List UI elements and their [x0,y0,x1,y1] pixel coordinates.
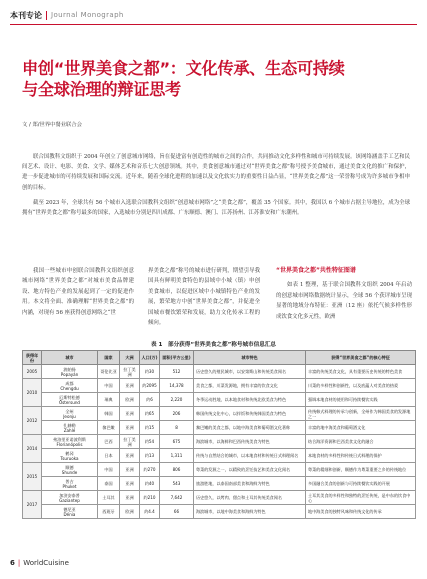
cell-continent: 欧洲 [120,393,140,407]
city-name: 鹤冈 [65,450,74,456]
cell-country: 哥伦比亚 [98,365,120,379]
header-city-feature: 城市特色 [194,351,306,365]
cell-city-feature: 传统与自然结合的城市，以本地食材和传统日式料理闻名 [194,449,306,463]
table-row [23,421,416,435]
cell-continent: 亚洲 [120,407,140,421]
journal-name: WorldCuisine [23,559,69,567]
cell-city [42,421,98,435]
cell-continent: 拉丁美洲 [120,365,140,379]
cell-core-feature: 地中海美食的独特风味和传统文化的传承 [306,505,416,519]
city-name-en: Popayán [60,371,79,377]
section-label-en: Journal Monograph [51,11,124,19]
table-row [23,365,416,379]
cell-continent: 亚洲 [120,491,140,505]
cell-city-feature: 冬季运动胜地，以本地食材和传统北欧美食为特色 [194,393,306,407]
article-title [22,58,417,100]
cell-city [42,491,98,505]
cities-table [22,350,416,519]
cell-city-feature: 黎巴嫩的美食之都，以地中海美食和葡萄酒文化著称 [194,421,306,435]
table-row [23,477,416,491]
cell-area: 8 [160,421,194,435]
body-paragraph: 我国一些城市申创联合国教科文组织创意城市网络“世界美食之都”对城市美食品牌建设、地方特色产业的发展起到了一定的促进作用。本文将全面、准确理解“世界美食之都”的内涵，对现有 56 座获得创意网络之“世 [22,268,134,316]
table-header-row [23,351,416,365]
city-name: 成都 [65,380,74,386]
cell-continent: 欧洲 [120,505,140,519]
cell-city [42,505,98,519]
cell-core-feature: 传统韩式料理的传承与创新，全州作为韩国美食的发源地之一 [306,407,416,421]
cell-city-feature: 历史悠久，以烤肉、甜点和土耳其传统美食闻名 [194,491,306,505]
cell-country: 西班牙 [98,505,120,519]
body-column-1 [22,266,134,318]
cell-population: 约54 [140,435,160,449]
cell-city-feature: 旅游胜地，以泰国南部美食和海鲜为特色 [194,477,306,491]
cell-population: 约65 [140,407,160,421]
header-divider [46,11,47,20]
cell-continent: 亚洲 [120,463,140,477]
page-footer [10,559,69,567]
body-paragraph: 如表 1 整理，基于联合国教科文组织 2004 年启动的创意城市网络数据统计显示，全球 56 个获评城市呈现显著的地域分布特征：亚洲（12 座）依托气候多样性形成饮食文化多元性，欧洲 [276,282,412,320]
cell-population: 约13 [140,449,160,463]
header-population: 人口(万) [140,351,160,365]
header-area: 面积(平方公里) [160,351,194,365]
city-name-en: Dénia [63,511,76,517]
table-row [23,491,416,505]
header-rule [10,24,417,25]
cell-area: 806 [160,463,194,477]
city-name-en: Gaziantep [59,497,80,503]
cell-population: 约4.4 [140,505,160,519]
page-header [10,8,124,22]
cell-city [42,463,98,477]
cell-country: 黎巴嫩 [98,421,120,435]
cell-core-feature: 本地食材的多样性和传统日式料理的保护 [306,449,416,463]
cell-country: 中国 [98,463,120,477]
cell-year: 2015 [23,463,42,491]
cell-city-feature: 海滨城市，以海鲜和巴西传统美食为特色 [194,435,306,449]
cell-year: 2017 [23,491,42,519]
cell-core-feature: 丰富的地中海美食和葡萄酒文化 [306,421,416,435]
cell-country: 日本 [98,449,120,463]
cell-year: 2005 [23,365,42,379]
cell-continent: 亚洲 [120,477,140,491]
cell-population: 约210 [140,491,160,505]
body-paragraph: 界美食之都”称号的城市进行研判，期望引导我国具有鲜明美食特色的县域中小城（镇）申创美食城市，以促进区域中小城镇特色产业的发展，繁荣地方中创“世界美食之都”，并促进全国城市餐饮繁荣和发展，助力文化传承工程的倾向。 [148,268,260,327]
footer-divider: | [17,559,21,567]
city-name: 德尼亚 [63,506,76,512]
cell-population: 约2095 [140,379,160,393]
cell-city-feature: 美食之都，川菜发源地，拥有丰富的饮食文化 [194,379,306,393]
table-caption: 表 1 部分获得“世界美食之都”称号城市信息汇总 [150,342,277,348]
city-name-en: Jeonju [63,413,76,419]
cell-country: 瑞典 [98,393,120,407]
cell-core-feature: 川菜的多样性和创新性，以及底蕴人对美食的热爱 [306,379,416,393]
cell-city [42,393,98,407]
header-continent: 大洲 [120,351,140,365]
city-name: 波帕扬 [63,366,76,372]
cell-city [42,365,98,379]
cell-area: 543 [160,477,194,491]
cell-core-feature: 多国融合美食的创新与可持续餐饮实践的开展 [306,477,416,491]
city-name-en: Chengdu [60,385,79,391]
cell-continent: 亚洲 [120,379,140,393]
cell-city-feature: 历史悠久的殖民城市，以安第斯山和传统美食闻名 [194,365,306,379]
header-country: 国家 [98,351,120,365]
header-year: 获得年份 [23,351,42,365]
cell-core-feature: 丰富的传统美食文化，具有重要历史传统的特色美食 [306,365,416,379]
cell-core-feature: 结合海洋资源和巴西美食文化的融合 [306,435,416,449]
cell-city [42,379,98,393]
city-name: 普吉 [65,478,74,484]
city-name: 顺德 [65,464,74,470]
cell-core-feature: 土耳其美食的多样性和独特的烹饪传统，是中东的饮食中心 [306,491,416,505]
cell-area: 512 [160,365,194,379]
cell-population: 约30 [140,365,160,379]
city-name: 扎赫勒 [63,422,76,428]
table-row [23,407,416,421]
table-row [23,463,416,477]
cell-country: 韩国 [98,407,120,421]
cell-city [42,407,98,421]
cell-continent: 拉丁美洲 [120,435,140,449]
lede-paragraph-1: 联合国教科文组织于 2004 年创立了创意城市网络，旨在促进富有创造性的城市之间的合作，共同推动文化多样性和城市可持续发展。该网络涵盖手工艺和民间艺术、设计、电影、美食、文学、媒体艺术和音乐七大创意领域。其中，美食创意城市通过对“世界美食之都”称号授予美食城市，通过美食文化的推广和保护，进一步促进城市的可持续发展和国际交流。近年来，随着全球化进程的加速以及文化软实力的重要性日益凸显，“世界美食之都”这一荣誉称号成为许多城市争相申创的目标。 [22,154,410,191]
lede [22,152,410,223]
cell-area: 7,642 [160,491,194,505]
cell-population: 约15 [140,421,160,435]
body-column-2 [148,266,260,328]
cell-city [42,477,98,491]
body-column-3 [276,266,412,322]
cell-year: 2010 [23,379,42,407]
cell-core-feature: 强调本地食材的使用和可持续餐饮实践 [306,393,416,407]
cell-area: 14,378 [160,379,194,393]
cell-area: 206 [160,407,194,421]
city-name: 弗洛里亚诺波利斯 [53,436,86,442]
cell-year: 2014 [23,435,42,463]
article-title-line-1: 申创“世界美食之都”：文化传承、生态可持续 [22,59,345,78]
cell-population: 约6 [140,393,160,407]
city-name-en: Phuket [62,483,77,489]
cell-country: 巴西 [98,435,120,449]
table-row [23,379,416,393]
cell-population: 约270 [140,463,160,477]
cell-continent: 亚洲 [120,421,140,435]
city-name-en: Östersund [58,399,81,405]
cell-city [42,449,98,463]
byline: 文 / 郑/世界中餐业联合会 [22,122,82,128]
cell-country: 泰国 [98,477,120,491]
cell-city-feature: 韩国传统文化中心，以拌饭和传统韩国美食为特色 [194,407,306,421]
cell-population: 约40 [140,477,160,491]
header-core-feature: 获得“世界美食之都”的核心特征 [306,351,416,365]
cell-continent: 亚洲 [120,449,140,463]
cell-country: 土耳其 [98,491,120,505]
table-row [23,449,416,463]
city-name: 全州 [65,408,74,414]
city-name-en: Zahlé [63,427,76,433]
cell-city-feature: 粤菜的发源之一，以精致的烹饪技艺和美食文化闻名 [194,463,306,477]
subheading: “世界美食之都”共性特征图谱 [276,267,356,274]
table-row [23,505,416,519]
table-row [23,393,416,407]
city-name-en: Shunde [61,469,78,475]
table-row [23,435,416,449]
city-name: 厄斯特松德 [59,394,80,400]
cell-area: 66 [160,505,194,519]
city-name-en: Florianópolis [56,441,83,447]
cell-year: 2012 [23,407,42,435]
cell-core-feature: 粤菜的精细和创新，顺德作为粤菜重要之乡的传统地位 [306,463,416,477]
city-name: 加济安泰普 [59,492,80,498]
header-city: 城市 [42,351,98,365]
page-number: 6 [10,559,15,567]
section-label: 本刊专论 [10,10,42,20]
article-title-line-2: 与全球治理的辩证思考 [22,80,181,99]
city-name-en: Tsuruoka [60,455,79,461]
cell-country: 中国 [98,379,120,393]
cell-area: 2,220 [160,393,194,407]
lede-paragraph-2: 截至 2023 年，全球共有 56 个城市入选联合国教科文组织“创意城市网络”之“美食之都”，覆盖 35 个国家。其中，我国以 6 个城市占据主导地位，成为全球拥有“世界美食之都”称号最多的国家，入选城市分别是四川成都、广东顺德、澳门、江苏扬州、江苏淮安和广东潮州。 [22,199,410,217]
cell-city [42,435,98,449]
cell-area: 675 [160,435,194,449]
cell-area: 1,311 [160,449,194,463]
cell-city-feature: 海滨城市，以地中海美食和海鲜为特色 [194,505,306,519]
